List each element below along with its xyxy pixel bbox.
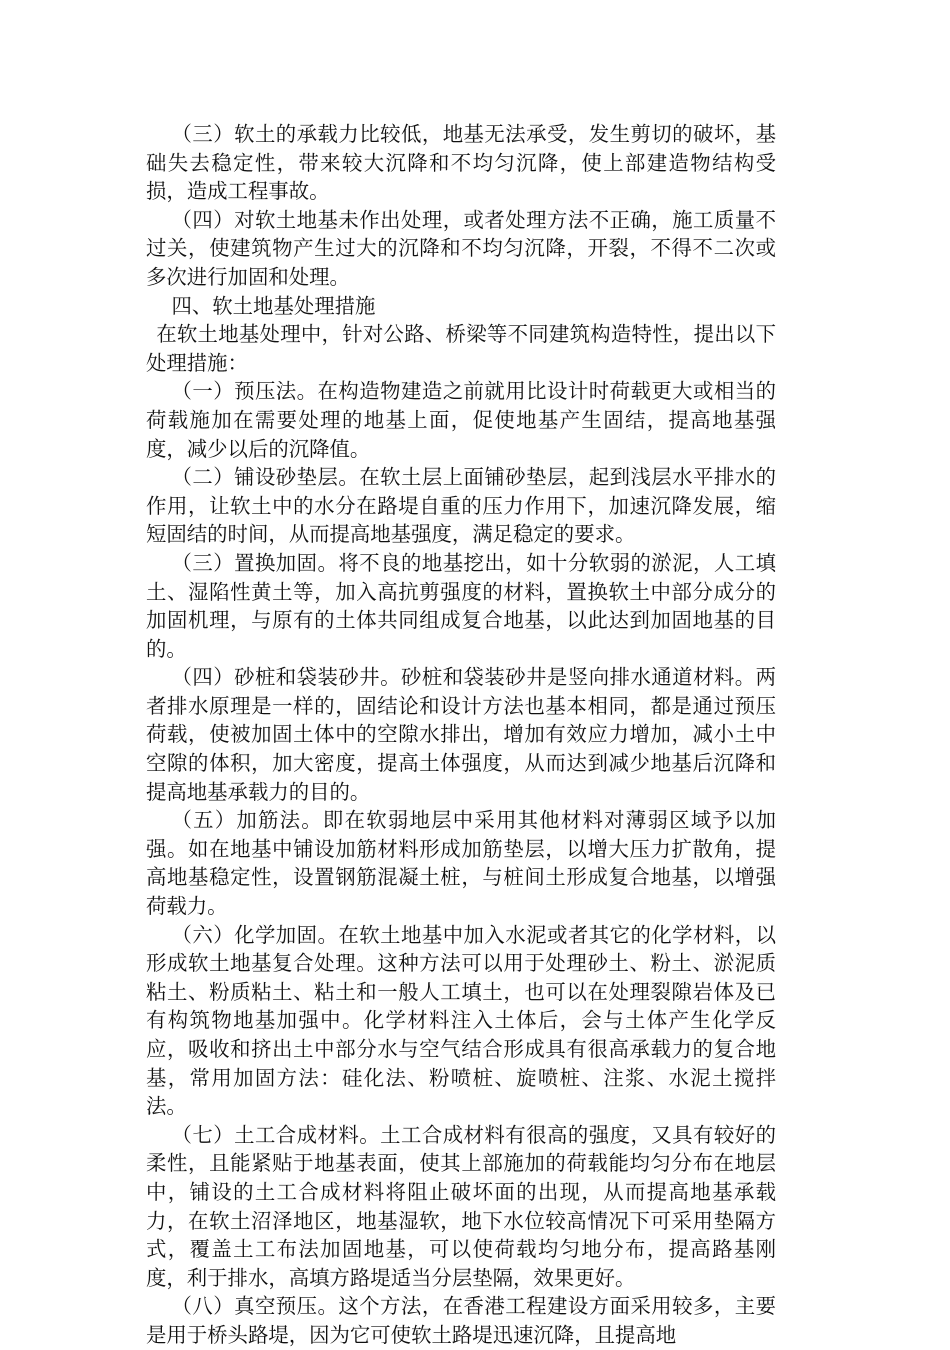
paragraph-replacement: （三）置换加固。将不良的地基挖出，如十分软弱的淤泥，人工填土、湿陷性黄土等，加入高抗剪强度的材料，置换软土中部分成分的加固机理，与原有的土体共同组成复合地基，以此达到加固地基的目的。 — [146, 550, 776, 661]
document-page — [146, 120, 776, 1350]
paragraph-preloading: （一）预压法。在构造物建造之前就用比设计时荷载更大或相当的荷载施加在需要处理的地基上面，促使地基产生固结，提高地基强度，减少以后的沉降值。 — [146, 379, 776, 461]
paragraph-geosynthetics: （七）土工合成材料。土工合成材料有很高的强度，又具有较好的柔性，且能紧贴于地基表面，使其上部施加的荷载能均匀分布在地层中，铺设的土工合成材料将阻止破坏面的出现，从而提高地基承载力，在软土沼泽地区，地基湿软，地下水位较高情况下可采用垫隔方式，覆盖土工布法加固地基，可以使荷载均匀地分布，提高路基刚度，利于排水，高填方路堤适当分层垫隔，效果更好。 — [146, 1122, 776, 1290]
paragraph-untreated-foundation: （四）对软土地基未作出处理，或者处理方法不正确，施工质量不过关，使建筑物产生过大的沉降和不均匀沉降，开裂，不得不二次或多次进行加固和处理。 — [146, 207, 776, 289]
paragraph-reinforcement: （五）加筋法。即在软弱地层中采用其他材料对薄弱区域予以加强。如在地基中铺设加筋材料形成加筋垫层，以增大压力扩散角，提高地基稳定性，设置钢筋混凝土桩，与桩间土形成复合地基，以增强荷载力。 — [146, 808, 776, 919]
paragraph-sand-piles: （四）砂桩和袋装砂井。砂桩和袋装砂井是竖向排水通道材料。两者排水原理是一样的，固结论和设计方法也基本相同，都是通过预压荷载，使被加固土体中的空隙水排出，增加有效应力增加，减小土中空隙的体积，加大密度，提高土体强度，从而达到减少地基后沉降和提高地基承载力的目的。 — [146, 665, 776, 804]
paragraph-soft-soil-bearing: （三）软土的承载力比较低，地基无法承受，发生剪切的破坏，基础失去稳定性，带来较大沉降和不均匀沉降，使上部建造物结构受损，造成工程事故。 — [146, 122, 776, 204]
section-heading-treatment-measures: 四、软土地基处理措施 — [171, 293, 376, 318]
paragraph-vacuum-preloading: （八）真空预压。这个方法，在香港工程建设方面采用较多，主要是用于桥头路堤，因为它可使软土路堤迅速沉降，且提高地 — [146, 1294, 776, 1347]
paragraph-chemical-stabilization: （六）化学加固。在软土地基中加入水泥或者其它的化学材料，以形成软土地基复合处理。这种方法可以用于处理砂土、粉土、淤泥质粘土、粉质粘土、粘土和一般人工填土，也可以在处理裂隙岩体及已有构筑物地基加强中。化学材料注入土体后，会与土体产生化学反应，吸收和挤出土中部分水与空气结合形成具有很高承载力的复合地基，常用加固方法：硅化法、粉喷桩、旋喷桩、注浆、水泥土搅拌法。 — [146, 922, 776, 1119]
paragraph-intro-measures: 在软土地基处理中，针对公路、桥梁等不同建筑构造特性，提出以下处理措施： — [146, 322, 776, 375]
paragraph-sand-cushion: （二）铺设砂垫层。在软土层上面铺砂垫层，起到浅层水平排水的作用，让软土中的水分在路堤自重的压力作用下，加速沉降发展，缩短固结的时间，从而提高地基强度，满足稳定的要求。 — [146, 465, 776, 547]
